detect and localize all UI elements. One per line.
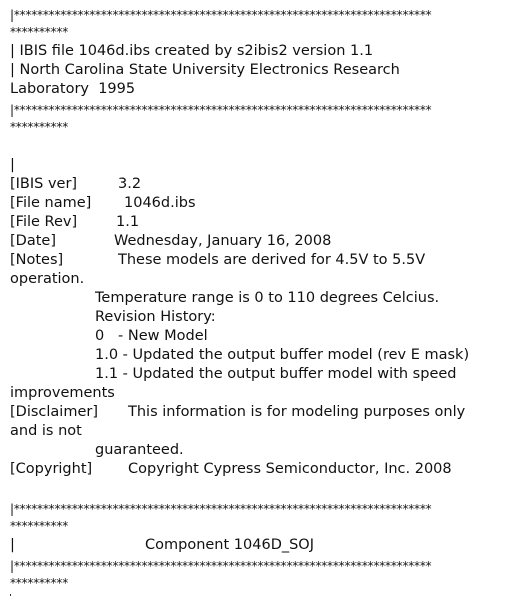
banner-top-stars-bottom-wrap: **********: [10, 120, 69, 134]
notes-line-3: Revision History:: [95, 309, 216, 325]
date-row: [10, 232, 504, 251]
notes-line-5: 1.0 - Updated the output buffer model (rev E mask): [95, 347, 470, 363]
file-rev-row: [10, 213, 504, 232]
comment-pipe: |: [10, 157, 15, 173]
notes-line-1: These models are derived for 4.5V to 5.5V: [118, 252, 426, 268]
ibis-ver-value: 3.2: [118, 176, 142, 192]
banner-component-stars: |************************************************************************: [10, 502, 432, 516]
date-value: Wednesday, January 16, 2008: [114, 233, 332, 249]
banner-component-stars-bottom-wrap: **********: [10, 576, 69, 590]
banner-top-stars: |************************************************************************: [10, 8, 432, 22]
notes-line-1-wrap: operation.: [10, 271, 85, 287]
banner-component-stars-bottom: |************************************************************************: [10, 559, 432, 573]
component-pipe: |: [10, 537, 15, 553]
notes-line-6: 1.1 - Updated the output buffer model with speed: [95, 366, 457, 382]
disclaimer-line-1: This information is for modeling purposes only: [128, 404, 466, 420]
banner-top-stars-wrap: **********: [10, 25, 69, 39]
file-name-value: 1046d.ibs: [124, 195, 196, 211]
spacer: [10, 479, 504, 498]
ibis-ver-key: [IBIS ver]: [10, 176, 78, 192]
file-name-row: [10, 194, 504, 213]
spacer: [10, 137, 504, 156]
banner-top-stars-bottom: |************************************************************************: [10, 103, 432, 117]
component-name: Component 1046D_SOJ: [145, 537, 315, 553]
copyright-row: [10, 460, 504, 479]
copyright-key: [Copyright]: [10, 461, 93, 477]
date-key: [Date]: [10, 233, 56, 249]
page-continuation-mark: [10, 594, 11, 596]
disclaimer-line-2: guaranteed.: [95, 442, 184, 458]
component-row: [10, 536, 504, 555]
notes-line-2: Temperature range is 0 to 110 degrees Celcius.: [95, 290, 440, 306]
notes-row: [10, 251, 504, 270]
file-rev-key: [File Rev]: [10, 214, 78, 230]
notes-key: [Notes]: [10, 252, 64, 268]
banner-component-stars-wrap: **********: [10, 519, 69, 533]
ibis-ver-row: [10, 175, 504, 194]
disclaimer-line-1-wrap: and is not: [10, 423, 82, 439]
file-rev-value: 1.1: [116, 214, 140, 230]
notes-line-6-wrap: improvements: [10, 385, 115, 401]
notes-line-4: 0 - New Model: [95, 328, 208, 344]
ibis-document: [10, 4, 504, 593]
disclaimer-key: [Disclaimer]: [10, 404, 98, 420]
copyright-value: Copyright Cypress Semiconductor, Inc. 2008: [128, 461, 452, 477]
organization-line-wrap: Laboratory 1995: [10, 81, 136, 97]
disclaimer-row: [10, 403, 504, 422]
file-title-line: | IBIS file 1046d.ibs created by s2ibis2 version 1.1: [10, 43, 374, 59]
file-name-key: [File name]: [10, 195, 92, 211]
organization-line: | North Carolina State University Electronics Research: [10, 62, 400, 78]
